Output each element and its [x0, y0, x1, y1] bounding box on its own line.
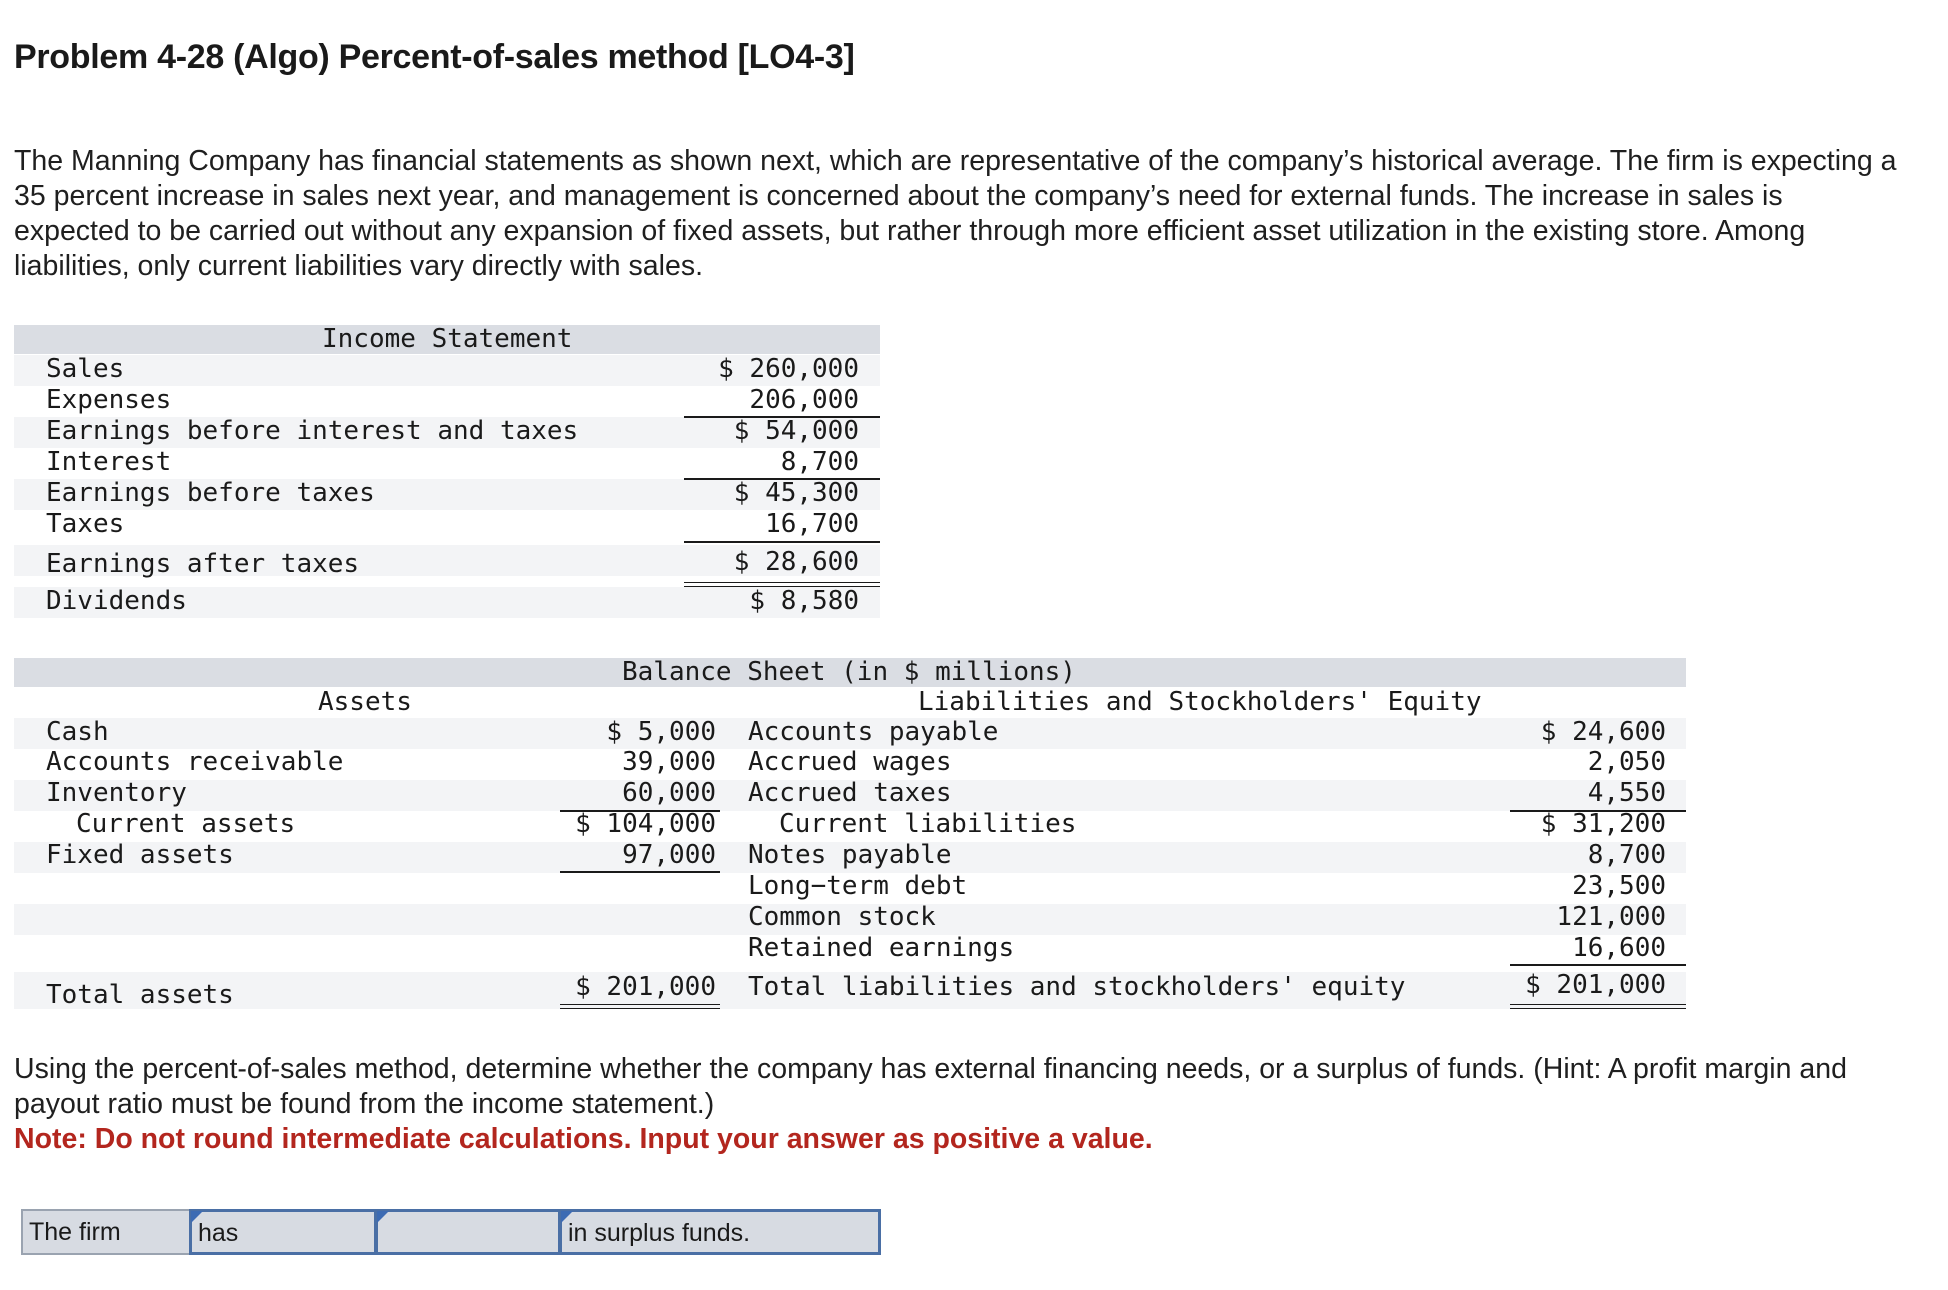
is-label-eat: Earnings after taxes — [46, 549, 360, 579]
bs-value-cash: $ 5,000 — [606, 717, 716, 747]
liabilities-heading: Liabilities and Stockholders' Equity — [918, 687, 1482, 717]
bs-label-total-liabilities: Total liabilities and stockholders' equity — [748, 972, 1406, 1002]
bs-value-accrued-taxes: 4,550 — [1587, 778, 1666, 808]
bs-label-common-stock: Common stock — [748, 902, 936, 932]
bs-value-notes-payable: 8,700 — [1587, 840, 1666, 870]
bs-value-current-assets: $ 104,000 — [575, 809, 716, 839]
bs-value-total-assets: $ 201,000 — [575, 972, 716, 1002]
question-prompt: Using the percent-of-sales method, determine whether the company has external financing needs, or a surplus of funds. (Hint: A profit margin and payout ratio must be found from the income statement.) — [14, 1053, 1847, 1120]
bs-label-accrued-wages: Accrued wages — [748, 747, 952, 777]
bs-label-long-term-debt: Long−term debt — [748, 871, 968, 901]
bs-label-cash: Cash — [46, 717, 109, 747]
is-value-ebt: $ 45,300 — [733, 478, 859, 508]
surplus-needs-dropdown[interactable] — [559, 1209, 881, 1255]
is-value-ebit: $ 54,000 — [733, 416, 859, 446]
bs-label-current-assets: Current assets — [76, 809, 296, 839]
is-value-sales: $ 260,000 — [718, 354, 859, 384]
bs-value-accrued-wages: 2,050 — [1587, 747, 1666, 777]
dropdown-indicator-icon — [561, 1211, 573, 1223]
is-label-taxes: Taxes — [46, 509, 125, 539]
bs-label-fixed-assets: Fixed assets — [46, 840, 234, 870]
question-note: Note: Do not round intermediate calculations. Input your answer as positive a value. — [14, 1123, 1153, 1155]
is-value-dividends: $ 8,580 — [749, 586, 859, 616]
bs-label-total-assets: Total assets — [46, 980, 234, 1010]
is-value-expenses: 206,000 — [749, 385, 859, 415]
is-label-expenses: Expenses — [46, 385, 172, 415]
problem-title: Problem 4-28 (Algo) Percent-of-sales method [LO4-3] — [14, 38, 855, 76]
question-text — [14, 1052, 1914, 1157]
balance-sheet-heading: Balance Sheet (in $ millions) — [622, 657, 1076, 687]
is-label-sales: Sales — [46, 354, 125, 384]
bs-label-accrued-taxes: Accrued taxes — [748, 778, 952, 808]
is-label-interest: Interest — [46, 447, 172, 477]
underline — [684, 541, 880, 543]
bs-label-accounts-payable: Accounts payable — [748, 717, 999, 747]
double-underline — [1510, 1004, 1686, 1009]
income-statement-heading: Income Statement — [322, 324, 573, 354]
bs-value-total-liabilities: $ 201,000 — [1525, 970, 1666, 1000]
bs-value-receivables: 39,000 — [622, 747, 716, 777]
is-value-interest: 8,700 — [780, 447, 859, 477]
bs-value-retained-earnings: 16,600 — [1572, 933, 1666, 963]
bs-label-inventory: Inventory — [46, 778, 187, 808]
dropdown-selected-value: in surplus funds. — [568, 1219, 751, 1247]
bs-value-current-liabilities: $ 31,200 — [1540, 809, 1666, 839]
amount-input-cell[interactable] — [375, 1209, 561, 1255]
assets-heading: Assets — [318, 687, 412, 717]
has-needs-dropdown[interactable] — [189, 1209, 377, 1255]
is-value-eat: $ 28,600 — [733, 547, 859, 577]
bs-label-retained-earnings: Retained earnings — [748, 933, 1015, 963]
bs-value-common-stock: 121,000 — [1556, 902, 1666, 932]
bs-value-accounts-payable: $ 24,600 — [1540, 717, 1666, 747]
amount-input[interactable] — [378, 1212, 558, 1252]
bs-label-receivables: Accounts receivable — [46, 747, 344, 777]
is-label-dividends: Dividends — [46, 586, 187, 616]
is-label-ebt: Earnings before taxes — [46, 478, 375, 508]
bs-value-inventory: 60,000 — [622, 778, 716, 808]
answer-prefix: The firm — [21, 1209, 191, 1255]
underline — [1510, 964, 1686, 966]
bs-value-long-term-debt: 23,500 — [1572, 871, 1666, 901]
dropdown-selected-value: has — [198, 1219, 239, 1247]
is-value-taxes: 16,700 — [765, 509, 859, 539]
double-underline — [560, 1004, 720, 1009]
dropdown-indicator-icon — [191, 1211, 203, 1223]
bs-value-fixed-assets: 97,000 — [622, 840, 716, 870]
bs-label-current-liabilities: Current liabilities — [779, 809, 1077, 839]
underline — [560, 871, 720, 873]
is-label-ebit: Earnings before interest and taxes — [46, 416, 579, 446]
bs-label-notes-payable: Notes payable — [748, 840, 952, 870]
problem-intro: The Manning Company has financial statements as shown next, which are representative of the company’s historical average. The firm is expecting a 35 percent increase in sales next year, and management is concerned about the company’s need for external funds. The increase in sales is expected to be carried out without any expansion of fixed assets, but rather through more efficient asset utilization in the existing store. Among liabilities, only current liabilities vary directly with sales. — [14, 145, 1897, 282]
